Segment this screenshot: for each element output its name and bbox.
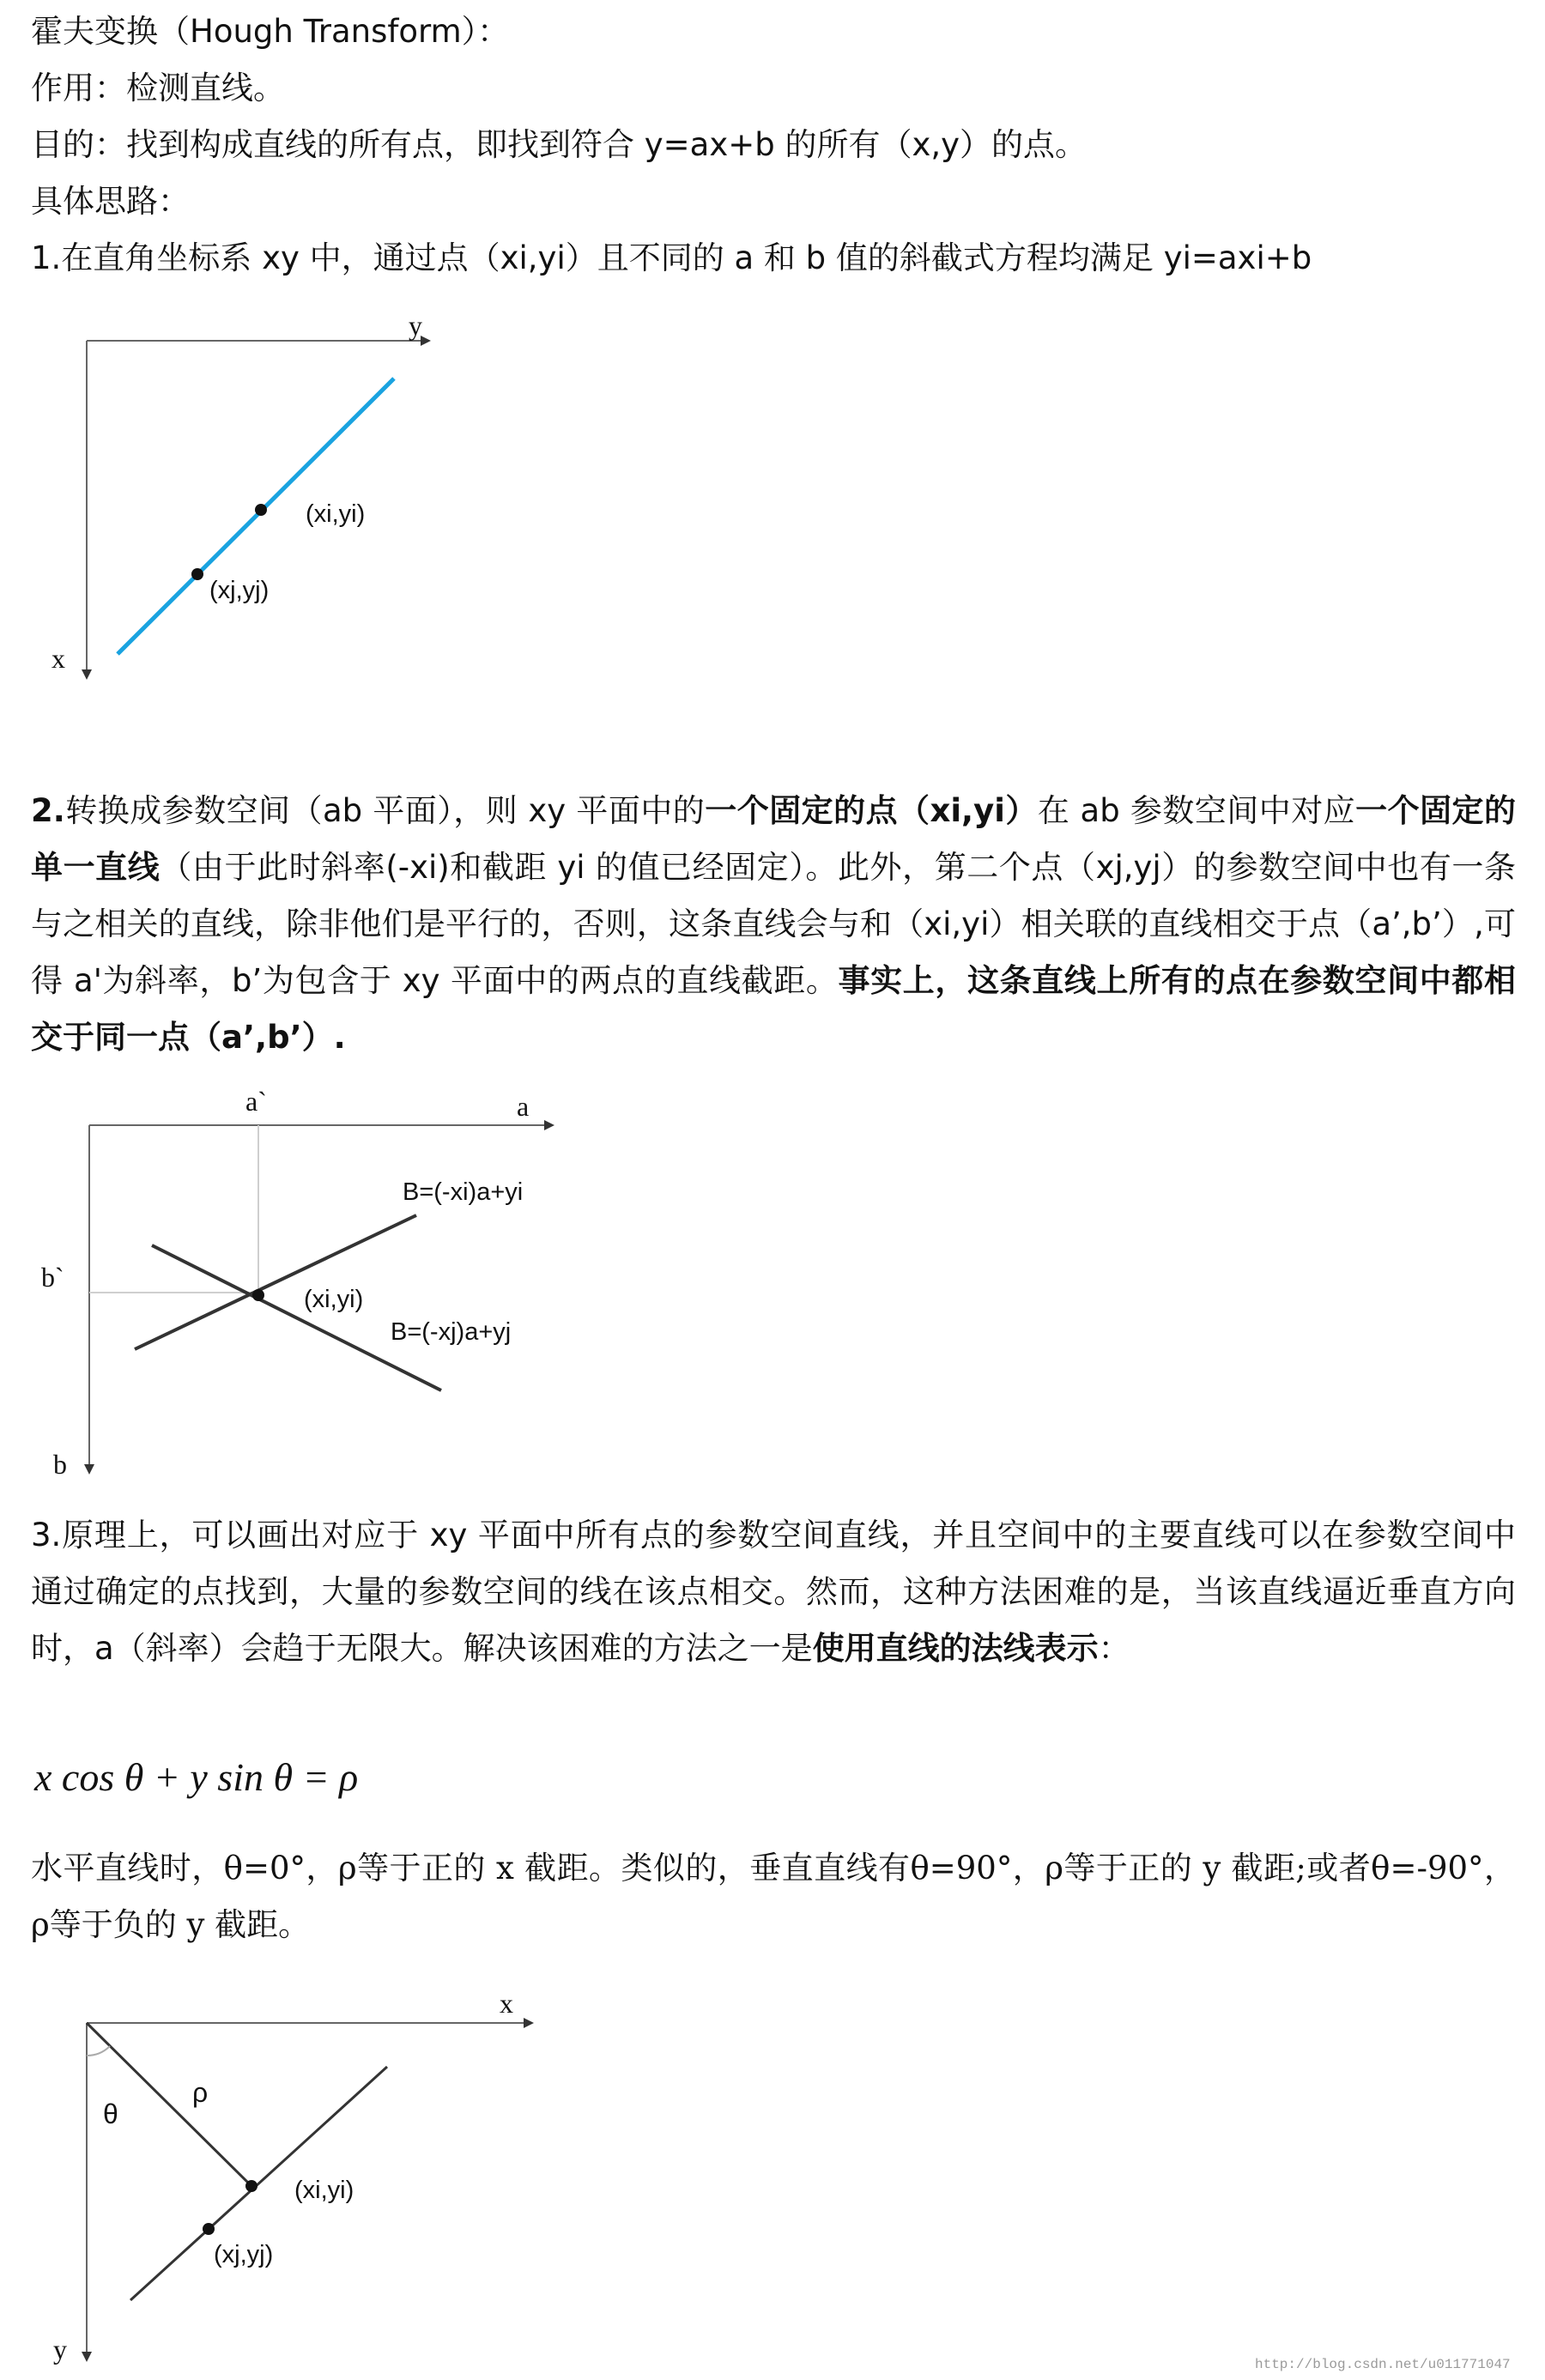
purpose-line: 作用：检测直线。 — [31, 70, 285, 106]
fig3-point-j — [203, 2223, 215, 2235]
fig1-point-j-label: (xj,yj) — [209, 577, 270, 604]
fig3-point-i-label: (xi,yi) — [294, 2177, 354, 2204]
fig3-y-label: y — [53, 2334, 67, 2365]
fig2-point-label: (xi,yi) — [304, 1286, 364, 1313]
fig2-b-label: b — [53, 1449, 67, 1480]
fig3-point-i — [245, 2180, 258, 2192]
fig2-a-prime-label: a` — [245, 1086, 267, 1117]
fig2-a-label: a — [517, 1091, 530, 1122]
fig2-line-j-label: B=(-xj)a+yj — [391, 1318, 512, 1346]
explanation-paragraph: 水平直线时，θ=0°，ρ等于正的 x 截距。类似的，垂直直线有θ=90°，ρ等于正的 y 截距;或者θ=-90°，ρ等于负的 y 截距。 — [31, 1850, 1516, 1943]
fig2-line-i-label: B=(-xi)a+yi — [403, 1178, 524, 1206]
normal-form-formula: x cos θ + y sin θ = ρ — [34, 1755, 359, 1799]
fig1-x-label: x — [52, 643, 65, 674]
step3-paragraph: 3.原理上，可以画出对应于 xy 平面中所有点的参数空间直线，并且空间中的主要直线可以在参数空间中通过确定的点找到，大量的参数空间的线在该点相交。然而，这种方法困难的是，当该直线逼近垂直方向时，a（斜率）会趋于无限大。解决该困难的方法之一是使用直线的法线表示： — [31, 1517, 1516, 1667]
fig1-point-i-label: (xi,yi) — [306, 500, 366, 528]
page-title: 霍夫变换（Hough Transform）： — [31, 13, 510, 50]
fig3-y-arrow — [82, 2352, 92, 2362]
approach-line: 具体思路： — [31, 183, 190, 220]
fig2-b-prime-label: b` — [41, 1262, 64, 1293]
fig3-theta-label: θ — [103, 2098, 118, 2129]
fig3-rho-label: ρ — [192, 2077, 209, 2108]
goal-line: 目的：找到构成直线的所有点，即找到符合 y=ax+b 的所有（x,y）的点。 — [31, 126, 1088, 163]
fig3-x-label: x — [500, 1988, 513, 2019]
watermark: http://blog.csdn.net/u011771047 — [1255, 2357, 1511, 2372]
fig3-theta-arc — [87, 2046, 110, 2056]
fig3-x-arrow — [524, 2018, 534, 2028]
step2-paragraph: 2.转换成参数空间（ab 平面），则 xy 平面中的一个固定的点（xi,yi）在 ab 参数空间中对应一个固定的单一直线（由于此时斜率(-xi)和截距 yi 的值已经固定）。此外，第二个点（xj,yj）的参数空间中也有一条与之相关的直线，除非他们是平行的，否则，这条直线会与和（xi,yi）相关联的直线相交于点（a’,b’）,可得 a'为斜率，b’为包含于 xy 平面中的两点的直线截距。事实上，这条直线上所有的点在参数空间中都相交于同一点（a’,b’）. — [31, 792, 1517, 1056]
step1-line: 1.在直角坐标系 xy 中，通过点（xi,yi）且不同的 a 和 b 值的斜截式方程均满足 yi=axi+b — [31, 239, 1312, 276]
fig3-point-j-label: (xj,yj) — [214, 2241, 274, 2268]
fig1-y-label: y — [409, 310, 422, 341]
